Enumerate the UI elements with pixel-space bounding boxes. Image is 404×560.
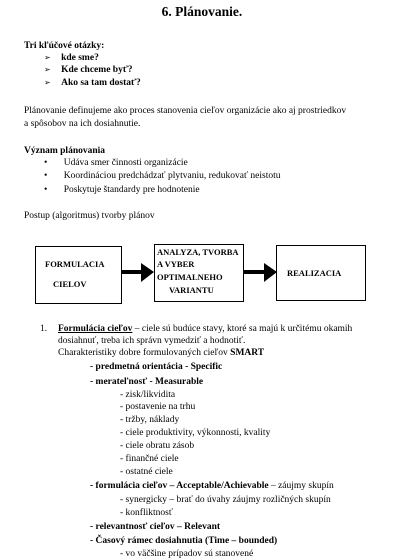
- bullet-icon: [44, 185, 47, 195]
- arrow-bullet-icon: [44, 53, 51, 63]
- key-questions-heading: Tri kľúčové otázky:: [24, 41, 105, 51]
- smart-item: - Časový rámec dosiahnutia (Time – bounded): [90, 536, 278, 546]
- definition-line: Plánovanie definujeme ako proces stanovenia cieľov organizácie ako aj prostriedkov: [24, 106, 347, 116]
- importance-item: • Udáva smer činnosti organizácie: [44, 157, 188, 169]
- page-title: 6. Plánovanie.: [161, 4, 243, 19]
- sub-item: - konfliktnosť: [120, 508, 173, 518]
- definition-line: a spôsobov na ich dosiahnutie.: [24, 119, 141, 129]
- section-line: dosiahnuť, treba ich správn vymedziť a hodnotiť.: [58, 336, 246, 346]
- section-line: Charakteristiky dobre formulovaných cieľov SMART: [58, 348, 265, 358]
- flow-arrow-2: [244, 262, 278, 284]
- arrow-bullet-icon: [44, 78, 51, 88]
- smart-item: - merateľnosť - Measurable: [90, 377, 204, 387]
- flow-box-formulation: FORMULACIA CIELOV: [35, 246, 122, 304]
- smart-item: - relevantnosť cieľov – Relevant: [90, 522, 221, 532]
- bullet-icon: [44, 158, 47, 168]
- section-number: 1.: [40, 324, 48, 334]
- procedure-label: Postup (algoritmus) tvorby plánov: [24, 211, 155, 221]
- section-heading: Formulácia cieľov: [58, 324, 133, 334]
- sub-item-cut: - vo väčšine prípadov sú stanovené: [120, 549, 254, 559]
- sub-item: - synergicky – brať do úvahy záujmy rozličných skupín: [120, 495, 331, 505]
- sub-item: - ciele obratu zásob: [120, 441, 195, 451]
- arrow-bullet-icon: [44, 65, 51, 75]
- importance-item: • Poskytuje štandardy pre hodnotenie: [44, 184, 200, 196]
- sub-item: - zisk/likvidita: [120, 390, 176, 400]
- key-question-item: ➢ kde sme?: [44, 52, 99, 64]
- key-question-item: ➢ Ako sa tam dostať?: [44, 77, 141, 89]
- importance-heading: Význam plánovania: [24, 146, 106, 156]
- smart-item: - formulácia cieľov – Acceptable/Achievable – záujmy skupín: [90, 481, 334, 491]
- sub-item: - postavenie na trhu: [120, 402, 196, 412]
- sub-item: - ciele produktivity, výkonnosti, kvality: [120, 428, 271, 438]
- section-first-line: Formulácia cieľov – ciele sú budúce stavy, ktoré sa majú k určitému okamih: [58, 324, 353, 334]
- flow-box-analysis: ANALYZA, TVORBA A VYBER OPTIMALNEHO VARIANTU: [154, 244, 244, 302]
- key-question-item: ➢ Kde chceme byť?: [44, 64, 133, 76]
- smart-item: - predmetná orientácia - Specific: [90, 362, 223, 372]
- flow-arrow-1: [121, 262, 155, 284]
- sub-item: - finančné ciele: [120, 454, 179, 464]
- importance-item: • Koordináciou predchádzať plytvaniu, redukovať neistotu: [44, 170, 281, 182]
- sub-item: - ostatné ciele: [120, 467, 173, 477]
- sub-item: - tržby, náklady: [120, 415, 180, 425]
- bullet-icon: [44, 171, 47, 181]
- flow-box-realization: REALIZACIA: [276, 245, 366, 301]
